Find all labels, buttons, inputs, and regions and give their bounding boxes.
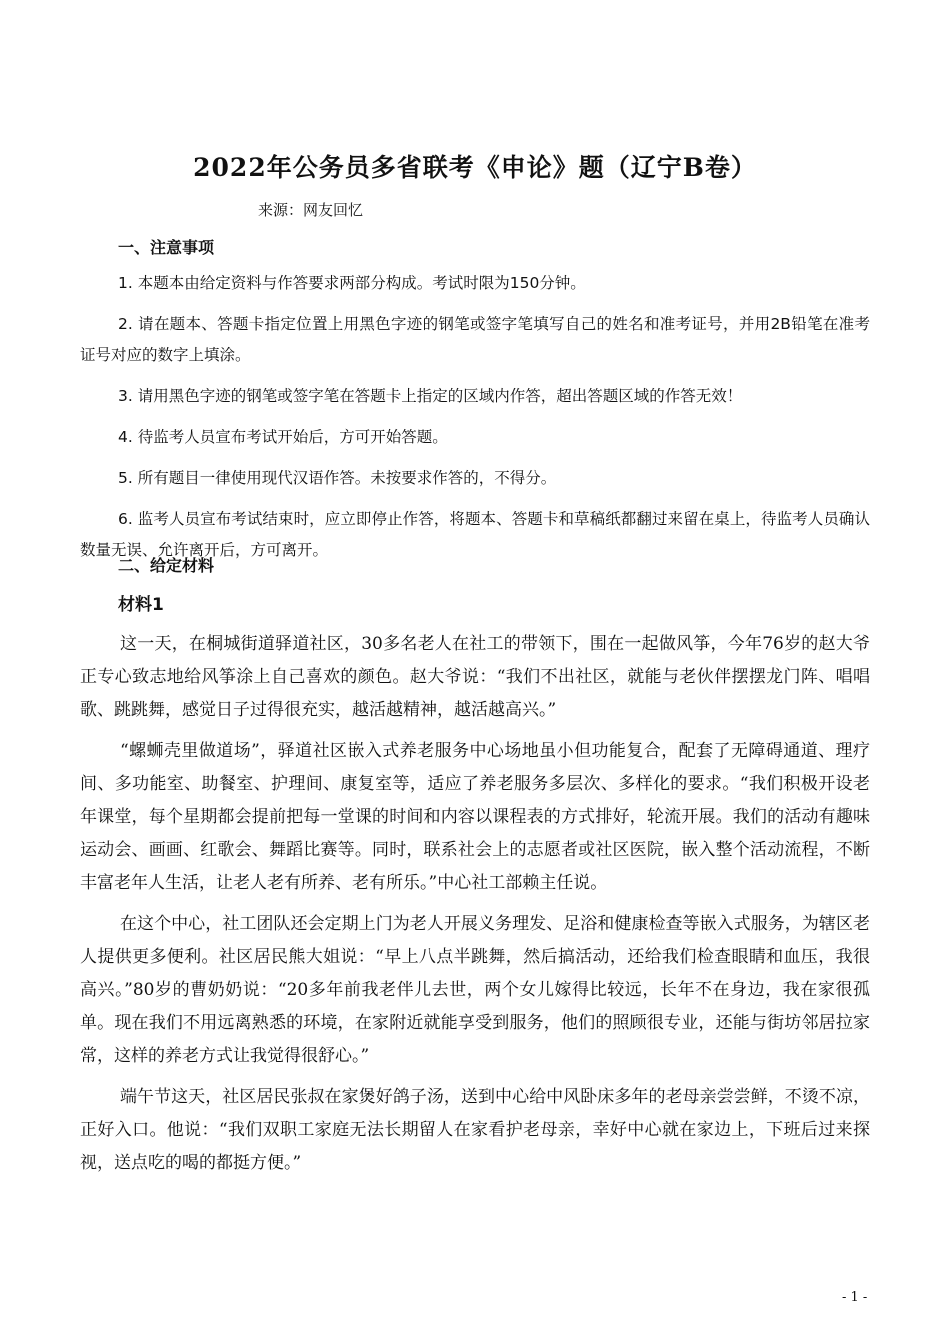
document-source: 来源：网友回忆 bbox=[258, 201, 364, 219]
material-title: 材料1 bbox=[118, 595, 164, 615]
notice-item: 3. 请用黑色字迹的钢笔或签字笔在答题卡上指定的区域内作答，超出答题区域的作答无效！ bbox=[118, 387, 743, 405]
material-paragraph: 端午节这天，社区居民张叔在家煲好鸽子汤，送到中心给中风卧床多年的老母亲尝尝鲜，不烫不凉，正好入口。他说：“我们双职工家庭无法长期留人在家看护老母亲，幸好中心就在家边上，下班后过来探视，送点吃的喝的都挺方便。” bbox=[80, 1087, 870, 1173]
section-heading-notices: 一、注意事项 bbox=[118, 238, 215, 257]
material-body bbox=[80, 628, 870, 1188]
notice-item: 2. 请在题本、答题卡指定位置上用黑色字迹的钢笔或签字笔填写自己的姓名和准考证号，并用2B铅笔在准考证号对应的数字上填涂。 bbox=[80, 315, 870, 364]
notice-item: 4. 待监考人员宣布考试开始后，方可开始答题。 bbox=[118, 428, 448, 446]
document-title: 2022年公务员多省联考《申论》题（辽宁B卷） bbox=[193, 153, 757, 182]
material-paragraph: 这一天，在桐城街道驿道社区，30多名老人在社工的带领下，围在一起做风筝，今年76岁的赵大爷正专心致志地给风筝涂上自己喜欢的颜色。赵大爷说：“我们不出社区，就能与老伙伴摆摆龙门阵、唱唱歌、跳跳舞，感觉日子过得很充实，越活越精神，越活越高兴。” bbox=[80, 634, 870, 720]
material-paragraph: “螺蛳壳里做道场”，驿道社区嵌入式养老服务中心场地虽小但功能复合，配套了无障碍通道、理疗间、多功能室、助餐室、护理间、康复室等，适应了养老服务多层次、多样化的要求。“我们积极开设老年课堂，每个星期都会提前把每一堂课的时间和内容以课程表的方式排好，轮流开展。我们的活动有趣味运动会、画画、红歌会、舞蹈比赛等。同时，联系社会上的志愿者或社区医院，嵌入整个活动流程，不断丰富老年人生活，让老人老有所养、老有所乐。”中心社工部赖主任说。 bbox=[80, 741, 870, 893]
notice-list bbox=[80, 268, 870, 576]
notice-item: 1. 本题本由给定资料与作答要求两部分构成。考试时限为150分钟。 bbox=[118, 274, 586, 292]
section-heading-materials: 二、给定材料 bbox=[118, 556, 215, 575]
page-number: - 1 - bbox=[842, 1290, 868, 1305]
notice-item: 6. 监考人员宣布考试结束时，应立即停止作答，将题本、答题卡和草稿纸都翻过来留在桌上，待监考人员确认数量无误、允许离开后，方可离开。 bbox=[80, 510, 870, 559]
notice-item: 5. 所有题目一律使用现代汉语作答。未按要求作答的，不得分。 bbox=[118, 469, 557, 487]
material-paragraph: 在这个中心，社工团队还会定期上门为老人开展义务理发、足浴和健康检查等嵌入式服务，为辖区老人提供更多便利。社区居民熊大姐说：“早上八点半跳舞，然后搞活动，还给我们检查眼睛和血压，我很高兴。”80岁的曹奶奶说：“20多年前我老伴儿去世，两个女儿嫁得比较远，长年不在身边，我在家很孤单。现在我们不用远离熟悉的环境，在家附近就能享受到服务，他们的照顾很专业，还能与街坊邻居拉家常，这样的养老方式让我觉得很舒心。” bbox=[80, 914, 870, 1066]
